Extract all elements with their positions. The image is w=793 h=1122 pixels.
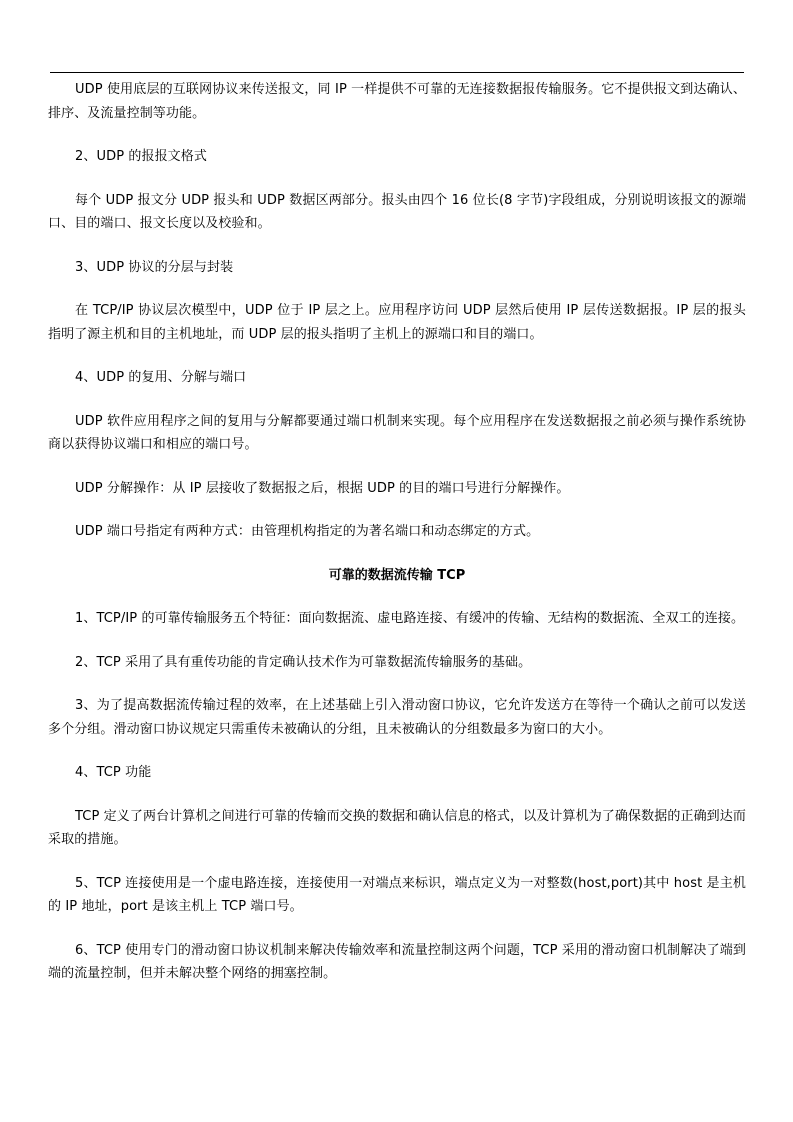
paragraph-tcp-ack: 2、TCP 采用了具有重传功能的肯定确认技术作为可靠数据流传输服务的基础。 [75, 654, 532, 670]
paragraph-tcp-sliding-window: 3、为了提高数据流传输过程的效率，在上述基础上引入滑动窗口协议，它允许发送方在等待一个确认之前可以发送多个分组。滑动窗口协议规定只需重传未被确认的分组，且未被确认的分组数最多为窗口的大小。 [48, 698, 746, 737]
heading-udp-layering: 3、UDP 协议的分层与封装 [75, 259, 234, 275]
paragraph-udp-layering: 在 TCP/IP 协议层次模型中，UDP 位于 IP 层之上。应用程序访问 UDP 层然后使用 IP 层传送数据报。IP 层的报头指明了源主机和目的主机地址，而 UDP 层的报头指明了主机上的源端口和目的端口。 [48, 303, 746, 342]
paragraph-tcp-features: 1、TCP/IP 的可靠传输服务五个特征：面向数据流、虚电路连接、有缓冲的传输、无结构的数据流、全双工的连接。 [75, 611, 745, 626]
section-title-tcp: 可靠的数据流传输 TCP [328, 567, 466, 583]
paragraph-udp-intro: UDP 使用底层的互联网协议来传送报文，同 IP 一样提供不可靠的无连接数据报传输服务。它不提供报文到达确认、排序、及流量控制等功能。 [48, 82, 746, 121]
paragraph-udp-format: 每个 UDP 报文分 UDP 报头和 UDP 数据区两部分。报头由四个 16 位长(8 字节)字段组成，分别说明该报文的源端口、目的端口、报文长度以及校验和。 [48, 192, 746, 231]
document-body [48, 78, 746, 986]
heading-udp-format: 2、UDP 的报报文格式 [75, 149, 207, 164]
paragraph-tcp-functions: TCP 定义了两台计算机之间进行可靠的传输而交换的数据和确认信息的格式，以及计算机为了确保数据的正确到达而采取的措施。 [48, 808, 746, 847]
paragraph-tcp-connection: 5、TCP 连接使用是一个虚电路连接，连接使用一对端点来标识，端点定义为一对整数(host,port)其中 host 是主机的 IP 地址，port 是该主机上 TCP 端口号。 [48, 875, 746, 914]
paragraph-udp-port-assignment: UDP 端口号指定有两种方式：由管理机构指定的为著名端口和动态绑定的方式。 [75, 524, 540, 539]
heading-tcp-functions: 4、TCP 功能 [75, 765, 152, 780]
paragraph-udp-ports: UDP 软件应用程序之间的复用与分解都要通过端口机制来实现。每个应用程序在发送数据报之前必须与操作系统协商以获得协议端口和相应的端口号。 [48, 413, 746, 452]
header-rule [50, 72, 744, 73]
heading-udp-ports: 4、UDP 的复用、分解与端口 [75, 370, 247, 385]
paragraph-tcp-flow-control: 6、TCP 使用专门的滑动窗口协议机制来解决传输效率和流量控制这两个问题，TCP 采用的滑动窗口机制解决了端到端的流量控制，但并未解决整个网络的拥塞控制。 [48, 942, 746, 981]
paragraph-udp-demux: UDP 分解操作：从 IP 层接收了数据报之后，根据 UDP 的目的端口号进行分解操作。 [75, 480, 570, 496]
